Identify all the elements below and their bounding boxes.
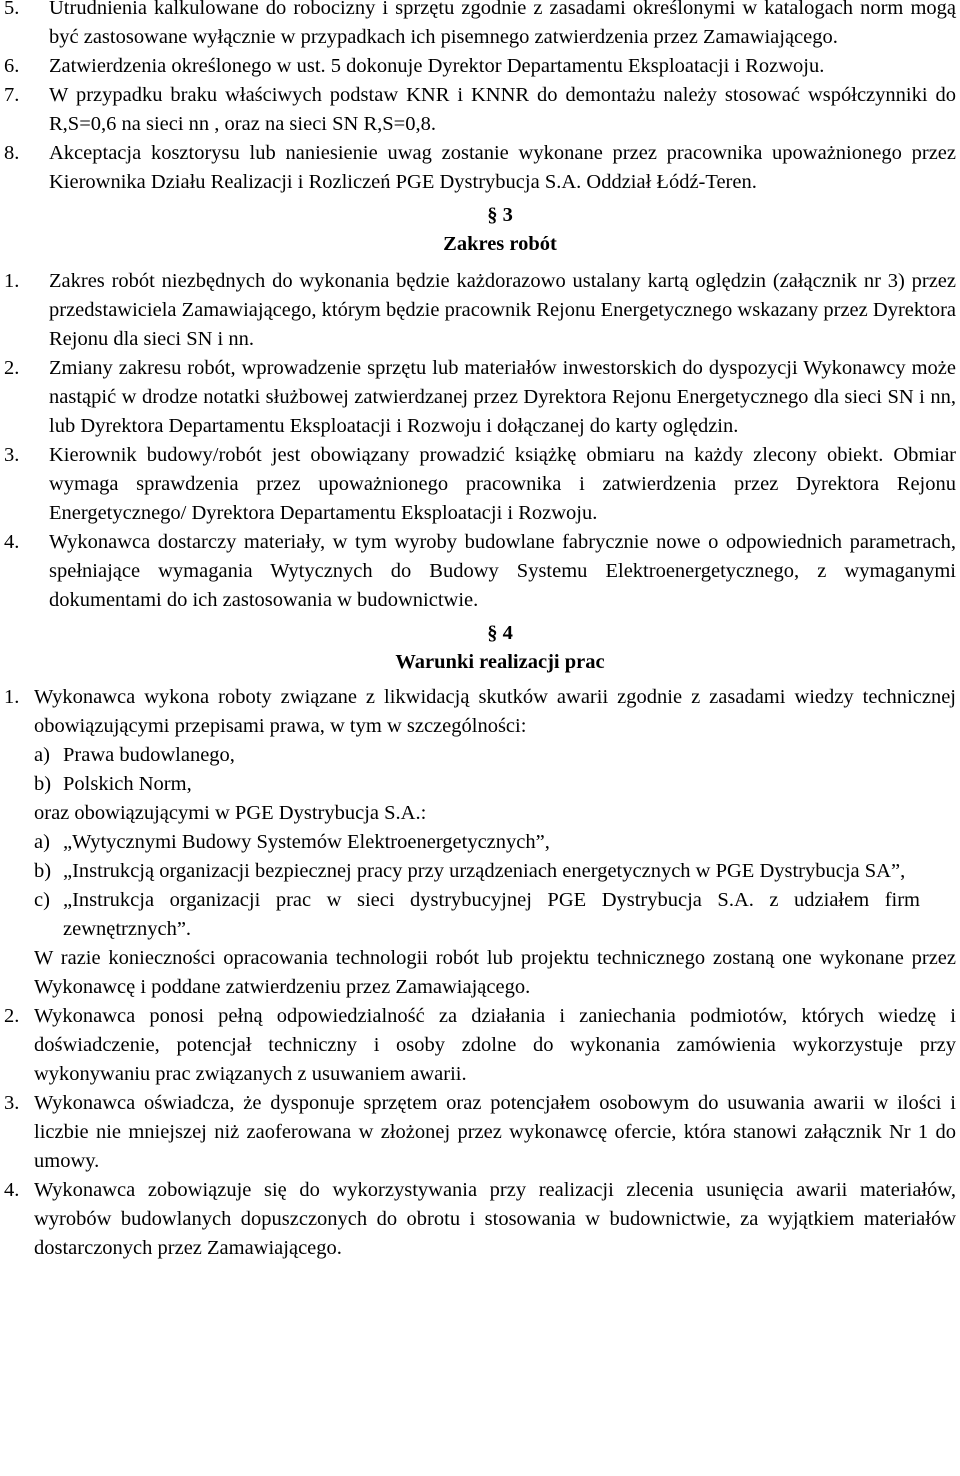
list-item [0, 52, 956, 81]
sub-list-item [0, 828, 920, 857]
list-item [0, 441, 956, 528]
list-item [0, 1089, 956, 1176]
sub-item-letter: a) [34, 744, 50, 766]
item-number: 4. [4, 1179, 20, 1201]
list-item [0, 81, 956, 139]
item-number: 3. [4, 444, 20, 466]
list-item [0, 1176, 956, 1263]
list-item [0, 0, 956, 52]
sub-item-text: „Instrukcja organizacji prac w sieci dystrybucyjnej PGE Dystrybucja S.A. z udziałem firm zewnętrznych”. [63, 889, 920, 940]
section-3-heading [0, 201, 960, 259]
sub-item-letter: b) [34, 860, 52, 882]
item-number: 1. [4, 270, 20, 292]
paragraph-mark: § 4 [487, 622, 513, 644]
item-text: Zakres robót niezbędnych do wykonania będzie każdorazowo ustalany kartą oględzin (załącznik nr 3) przez przedstawiciela Zamawiającego, którym będzie pracownik Rejonu Energetycznego wskazany przez Dyrektora Rejonu dla sieci SN i nn. [49, 270, 956, 350]
sub-item-letter: c) [34, 889, 50, 911]
item-number: 3. [4, 1092, 20, 1114]
sub-item-letter: b) [34, 773, 52, 795]
list-item [0, 139, 956, 197]
item-number: 7. [4, 84, 20, 106]
sub-item-text: Polskich Norm, [63, 773, 192, 795]
section-4-heading [0, 619, 960, 677]
section-4-list [0, 683, 960, 1263]
list-item [0, 267, 956, 354]
item-number: 2. [4, 357, 20, 379]
intermediate-text: oraz obowiązującymi w PGE Dystrybucja S.A.: [34, 802, 427, 824]
item-text: Zatwierdzenia określonego w ust. 5 dokonuje Dyrektor Departamentu Eksploatacji i Rozwoju. [49, 55, 825, 77]
item-text: W przypadku braku właściwych podstaw KNR i KNNR do demontażu należy stosować współczynniki do R,S=0,6 na sieci nn , oraz na sieci SN R,S=0,8. [49, 84, 956, 135]
list-item [0, 354, 956, 441]
item-text: Akceptacja kosztorysu lub naniesienie uwag zostanie wykonane przez pracownika upoważnionego przez Kierownika Działu Realizacji i Rozliczeń PGE Dystrybucja S.A. Oddział Łódź-Teren. [49, 142, 956, 193]
section-3-list [0, 267, 960, 615]
item-text: Kierownik budowy/robót jest obowiązany prowadzić książkę obmiaru na każdy zlecony obiekt. Obmiar wymaga sprawdzenia przez upoważnionego pracownika i zatwierdzenia przez Dyrektora Rejonu Energetycznego/ Dyrektora Departamentu Eksploatacji i Rozwoju. [49, 444, 956, 524]
item-number: 1. [4, 686, 20, 708]
item-text: Utrudnienia kalkulowane do robocizny i sprzętu zgodnie z zasadami określonymi w katalogach norm mogą być zastosowane wyłącznie w przypadkach ich pisemnego zatwierdzenia przez Zamawiającego. [49, 0, 956, 48]
sub-item-text: „Instrukcją organizacji bezpiecznej pracy przy urządzeniach energetycznych w PGE Dystrybucja SA”, [63, 860, 906, 882]
sub-list-item [0, 770, 920, 799]
list-item [0, 683, 956, 741]
sub-list-item [0, 886, 920, 944]
paragraph-mark: § 3 [487, 204, 513, 226]
sub-list-item [0, 741, 920, 770]
sub-item-letter: a) [34, 831, 50, 853]
list-item [0, 1002, 956, 1089]
closing-text: W razie konieczności opracowania technologii robót lub projektu technicznego zostaną one wykonane przez Wykonawcę i poddane zatwierdzeniu przez Zamawiającego. [34, 947, 956, 998]
item-text: Wykonawca wykona roboty związane z likwidacją skutków awarii zgodnie z zasadami wiedzy technicznej obowiązującymi przepisami prawa, w tym w szczególności: [34, 686, 956, 737]
item-text: Wykonawca ponosi pełną odpowiedzialność za działania i zaniechania podmiotów, których wiedzę i doświadczenie, potencjał techniczny i osoby zdolne do wykonania zamówienia wykorzystuje przy wykonywaniu prac związanych z usuwaniem awarii. [34, 1005, 956, 1085]
section-title: Zakres robót [443, 233, 557, 255]
item-text: Wykonawca zobowiązuje się do wykorzystywania przy realizacji zlecenia usunięcia awarii materiałów, wyrobów budowlanych dopuszczonych do obrotu i stosowania w budownictwie, za wyjątkiem materiałów dostarczonych przez Zamawiającego. [34, 1179, 956, 1259]
sub-list-item [0, 857, 920, 886]
sub-item-text: „Wytycznymi Budowy Systemów Elektroenergetycznych”, [63, 831, 550, 853]
section-top-list [0, 0, 960, 197]
item-number: 6. [4, 55, 20, 77]
item-number: 8. [4, 142, 20, 164]
item-number: 4. [4, 531, 20, 553]
item-number: 5. [4, 0, 20, 19]
sub-item-text: Prawa budowlanego, [63, 744, 235, 766]
item-text: Zmiany zakresu robót, wprowadzenie sprzętu lub materiałów inwestorskich do dyspozycji Wykonawcy może nastąpić w drodze notatki służbowej zatwierdzanej przez Dyrektora Rejonu Energetycznego dla sieci SN i nn, lub Dyrektora Departamentu Eksploatacji i Rozwoju i dołączanej do karty oględzin. [49, 357, 956, 437]
item-text: Wykonawca oświadcza, że dysponuje sprzętem oraz potencjałem osobowym do usuwania awarii w ilości i liczbie nie mniejszej niż zaoferowana w złożonej przez wykonawcę ofercie, która stanowi załącznik Nr 1 do umowy. [34, 1092, 956, 1172]
list-item [0, 528, 956, 615]
section-title: Warunki realizacji prac [395, 651, 605, 673]
item-number: 2. [4, 1005, 20, 1027]
item-text: Wykonawca dostarczy materiały, w tym wyroby budowlane fabrycznie nowe o odpowiednich parametrach, spełniające wymagania Wytycznych do Budowy Systemu Elektroenergetycznego, z wymaganymi dokumentami do ich zastosowania w budownictwie. [49, 531, 956, 611]
